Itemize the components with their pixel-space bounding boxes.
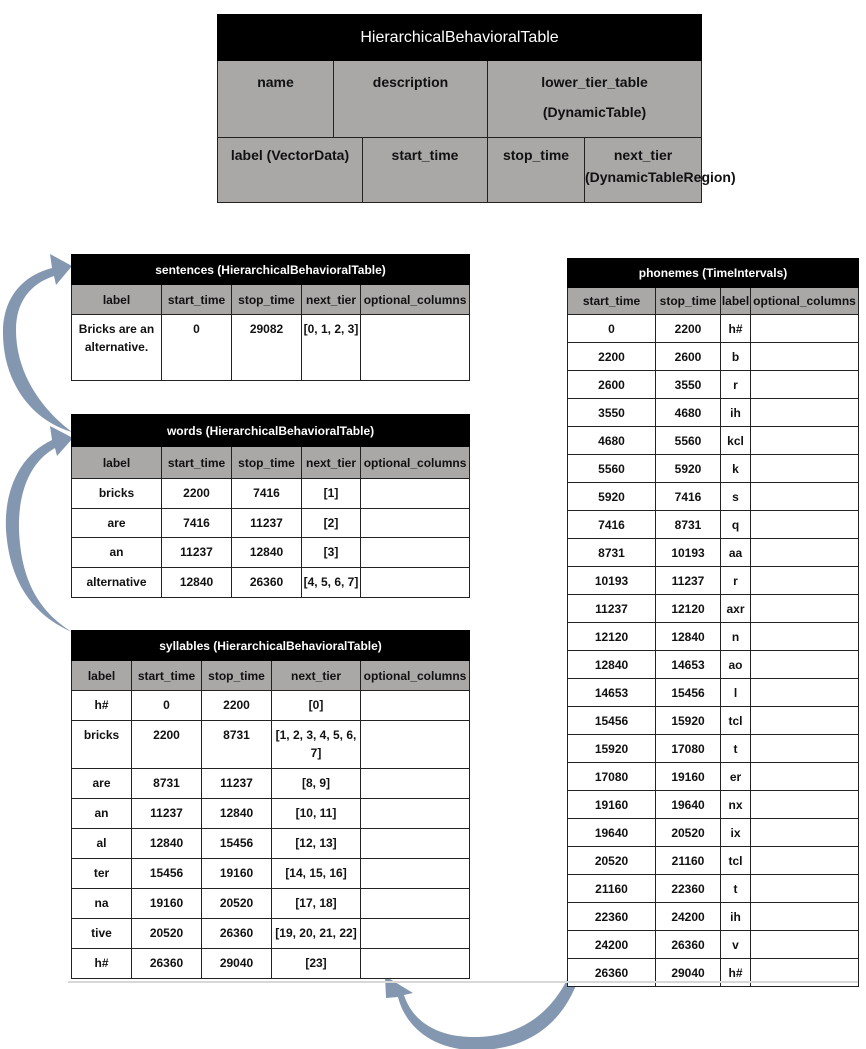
table-cell: 12840 xyxy=(202,799,272,829)
column-header: label xyxy=(72,661,132,691)
column-header: optional_columns xyxy=(361,447,470,479)
table-cell: [14, 15, 16] xyxy=(272,859,361,889)
sentences-title: sentences (HierarchicalBehavioralTable) xyxy=(72,255,470,285)
schema-stop-time: stop_time xyxy=(488,138,585,203)
syllables-header-row xyxy=(72,661,470,691)
table-cell: [17, 18] xyxy=(272,889,361,919)
table-cell xyxy=(751,427,859,455)
table-cell xyxy=(751,567,859,595)
table-cell xyxy=(361,568,470,598)
table-cell xyxy=(751,651,859,679)
table-cell: [4, 5, 6, 7] xyxy=(302,568,361,598)
table-row xyxy=(568,567,859,595)
table-row xyxy=(568,315,859,343)
table-cell: 29040 xyxy=(202,949,272,979)
table-cell: 21160 xyxy=(656,847,721,875)
table-row xyxy=(72,889,470,919)
words-table xyxy=(71,414,470,598)
table-cell: [0, 1, 2, 3] xyxy=(302,315,361,381)
table-cell xyxy=(751,315,859,343)
table-cell: 12840 xyxy=(232,538,302,568)
column-header: start_time xyxy=(162,285,232,315)
table-cell: t xyxy=(721,875,751,903)
column-header: label xyxy=(72,285,162,315)
table-row xyxy=(568,735,859,763)
table-cell: 20520 xyxy=(656,819,721,847)
table-cell: 26360 xyxy=(202,919,272,949)
table-row xyxy=(568,483,859,511)
table-cell: 12120 xyxy=(568,623,656,651)
table-cell: 8731 xyxy=(568,539,656,567)
table-cell: 8731 xyxy=(202,721,272,769)
table-cell xyxy=(361,769,470,799)
table-cell: 11237 xyxy=(132,799,202,829)
table-cell xyxy=(361,721,470,769)
table-cell: bricks xyxy=(72,479,162,509)
table-cell: 2200 xyxy=(656,315,721,343)
words-title: words (HierarchicalBehavioralTable) xyxy=(72,415,470,447)
table-cell: h# xyxy=(72,949,132,979)
table-cell xyxy=(751,455,859,483)
table-cell: 2200 xyxy=(162,479,232,509)
schema-description: description xyxy=(334,61,488,138)
phonemes-header-row xyxy=(568,288,859,315)
table-cell: h# xyxy=(72,691,132,721)
table-cell: 5920 xyxy=(656,455,721,483)
arrow-words-to-sentences xyxy=(3,254,72,432)
table-cell xyxy=(751,847,859,875)
table-cell: bricks xyxy=(72,721,132,769)
table-cell: 19160 xyxy=(202,859,272,889)
table-cell xyxy=(361,949,470,979)
table-cell xyxy=(751,763,859,791)
table-cell: 17080 xyxy=(568,763,656,791)
table-cell: 5560 xyxy=(656,427,721,455)
table-cell xyxy=(751,343,859,371)
table-cell xyxy=(751,707,859,735)
table-cell: ih xyxy=(721,903,751,931)
table-row xyxy=(568,903,859,931)
table-cell: 14653 xyxy=(568,679,656,707)
table-cell xyxy=(361,479,470,509)
table-cell: [8, 9] xyxy=(272,769,361,799)
phonemes-table xyxy=(567,258,859,987)
table-row xyxy=(72,949,470,979)
table-cell: b xyxy=(721,343,751,371)
table-cell: 8731 xyxy=(132,769,202,799)
table-cell: Bricks are an alternative. xyxy=(72,315,162,381)
table-cell: 7416 xyxy=(568,511,656,539)
table-cell: 19160 xyxy=(132,889,202,919)
table-cell: 17080 xyxy=(656,735,721,763)
table-cell: [10, 11] xyxy=(272,799,361,829)
arrow-phonemes-to-syllables xyxy=(385,976,578,1049)
table-cell: 0 xyxy=(132,691,202,721)
table-cell: 5560 xyxy=(568,455,656,483)
table-row xyxy=(568,623,859,651)
table-cell xyxy=(361,509,470,538)
table-cell: 2600 xyxy=(656,343,721,371)
table-row xyxy=(72,568,470,598)
schema-start-time: start_time xyxy=(363,138,488,203)
table-cell: 26360 xyxy=(232,568,302,598)
phonemes-title: phonemes (TimeIntervals) xyxy=(568,259,859,288)
table-cell: [0] xyxy=(272,691,361,721)
table-cell: 12120 xyxy=(656,595,721,623)
table-cell: t xyxy=(721,735,751,763)
table-cell xyxy=(751,595,859,623)
table-cell: r xyxy=(721,371,751,399)
table-cell xyxy=(751,623,859,651)
column-header: stop_time xyxy=(656,288,721,315)
table-cell: 12840 xyxy=(132,829,202,859)
table-cell: 19640 xyxy=(656,791,721,819)
table-cell: 7416 xyxy=(656,483,721,511)
table-cell: 11237 xyxy=(568,595,656,623)
table-cell: 3550 xyxy=(568,399,656,427)
table-cell: an xyxy=(72,538,162,568)
table-cell: q xyxy=(721,511,751,539)
table-cell: r xyxy=(721,567,751,595)
table-cell: 26360 xyxy=(656,931,721,959)
table-cell: 19160 xyxy=(656,763,721,791)
sentences-header-row xyxy=(72,285,470,315)
table-row xyxy=(568,819,859,847)
table-cell: 2200 xyxy=(568,343,656,371)
table-cell: [19, 20, 21, 22] xyxy=(272,919,361,949)
schema-lower-tier-table: lower_tier_table (DynamicTable) xyxy=(488,61,702,138)
schema-table xyxy=(217,14,736,203)
table-cell: 5920 xyxy=(568,483,656,511)
table-cell: 26360 xyxy=(132,949,202,979)
table-row xyxy=(568,455,859,483)
table-cell: 8731 xyxy=(656,511,721,539)
table-cell: 15456 xyxy=(568,707,656,735)
column-header: start_time xyxy=(162,447,232,479)
table-row xyxy=(568,343,859,371)
table-cell: ix xyxy=(721,819,751,847)
table-cell xyxy=(361,691,470,721)
table-cell: 15920 xyxy=(656,707,721,735)
table-row xyxy=(72,691,470,721)
table-cell xyxy=(751,511,859,539)
table-cell xyxy=(751,791,859,819)
table-cell: 29040 xyxy=(656,959,721,987)
table-cell: v xyxy=(721,931,751,959)
schema-title: HierarchicalBehavioralTable xyxy=(218,15,702,61)
table-cell: 11237 xyxy=(232,509,302,538)
table-cell: l xyxy=(721,679,751,707)
table-cell xyxy=(751,483,859,511)
table-cell: tcl xyxy=(721,707,751,735)
table-cell: 4680 xyxy=(568,427,656,455)
table-cell: 24200 xyxy=(568,931,656,959)
table-cell: [1] xyxy=(302,479,361,509)
table-cell: 15456 xyxy=(202,829,272,859)
table-cell: 0 xyxy=(568,315,656,343)
table-cell: ter xyxy=(72,859,132,889)
table-cell xyxy=(751,539,859,567)
table-cell: n xyxy=(721,623,751,651)
table-row xyxy=(568,539,859,567)
column-header: stop_time xyxy=(232,285,302,315)
table-cell: 12840 xyxy=(568,651,656,679)
syllables-title: syllables (HierarchicalBehavioralTable) xyxy=(72,631,470,661)
table-cell: 12840 xyxy=(656,623,721,651)
table-cell xyxy=(361,799,470,829)
table-cell: ih xyxy=(721,399,751,427)
column-header: label xyxy=(721,288,751,315)
table-cell: [3] xyxy=(302,538,361,568)
table-cell: aa xyxy=(721,539,751,567)
table-row xyxy=(72,538,470,568)
table-cell: 19160 xyxy=(568,791,656,819)
table-row xyxy=(568,595,859,623)
table-row xyxy=(72,919,470,949)
table-row xyxy=(72,315,470,381)
column-header: optional_columns xyxy=(361,285,470,315)
table-cell: 29082 xyxy=(232,315,302,381)
table-cell: 19640 xyxy=(568,819,656,847)
column-header: start_time xyxy=(132,661,202,691)
table-cell: axr xyxy=(721,595,751,623)
table-cell: 10193 xyxy=(656,539,721,567)
table-cell: [2] xyxy=(302,509,361,538)
table-cell xyxy=(751,819,859,847)
table-row xyxy=(568,651,859,679)
table-cell: [1, 2, 3, 4, 5, 6, 7] xyxy=(272,721,361,769)
table-cell: 4680 xyxy=(656,399,721,427)
table-row xyxy=(568,875,859,903)
table-cell xyxy=(751,399,859,427)
table-row xyxy=(568,763,859,791)
table-row xyxy=(568,707,859,735)
table-cell: nx xyxy=(721,791,751,819)
table-cell: 14653 xyxy=(656,651,721,679)
table-cell: 10193 xyxy=(568,567,656,595)
table-cell: 22360 xyxy=(568,903,656,931)
table-cell: 20520 xyxy=(132,919,202,949)
table-row xyxy=(72,721,470,769)
table-cell: 2200 xyxy=(132,721,202,769)
arrow-syllables-to-words xyxy=(6,426,73,632)
table-cell: are xyxy=(72,769,132,799)
table-cell xyxy=(361,919,470,949)
table-row xyxy=(568,399,859,427)
schema-next-tier: next_tier (DynamicTableRegion) xyxy=(585,138,702,203)
table-cell: tcl xyxy=(721,847,751,875)
table-cell: [12, 13] xyxy=(272,829,361,859)
table-cell: 7416 xyxy=(232,479,302,509)
table-cell: 24200 xyxy=(656,903,721,931)
table-row xyxy=(72,799,470,829)
words-header-row xyxy=(72,447,470,479)
table-cell: 3550 xyxy=(656,371,721,399)
table-row xyxy=(568,427,859,455)
table-cell: na xyxy=(72,889,132,919)
table-cell: 20520 xyxy=(202,889,272,919)
table-cell xyxy=(751,931,859,959)
table-cell: an xyxy=(72,799,132,829)
table-row xyxy=(568,847,859,875)
table-cell: 11237 xyxy=(202,769,272,799)
column-header: start_time xyxy=(568,288,656,315)
table-cell: 15920 xyxy=(568,735,656,763)
table-row xyxy=(72,829,470,859)
table-cell: 7416 xyxy=(162,509,232,538)
table-cell: 15456 xyxy=(656,679,721,707)
table-cell: [23] xyxy=(272,949,361,979)
column-header: next_tier xyxy=(272,661,361,691)
table-cell: 2600 xyxy=(568,371,656,399)
sentences-table xyxy=(71,254,470,381)
table-row xyxy=(568,931,859,959)
table-cell: ao xyxy=(721,651,751,679)
table-row xyxy=(72,769,470,799)
table-row xyxy=(72,509,470,538)
table-cell: 21160 xyxy=(568,875,656,903)
table-cell: 0 xyxy=(162,315,232,381)
table-cell xyxy=(751,735,859,763)
table-cell: 12840 xyxy=(162,568,232,598)
table-cell xyxy=(751,875,859,903)
table-cell: are xyxy=(72,509,162,538)
table-row xyxy=(72,479,470,509)
table-row xyxy=(568,371,859,399)
column-header: label xyxy=(72,447,162,479)
table-cell xyxy=(751,679,859,707)
table-row xyxy=(568,679,859,707)
table-cell xyxy=(361,538,470,568)
table-cell: alternative xyxy=(72,568,162,598)
syllables-table xyxy=(71,630,470,979)
column-header: optional_columns xyxy=(361,661,470,691)
schema-label: label (VectorData) xyxy=(218,138,363,203)
table-cell xyxy=(361,315,470,381)
column-header: next_tier xyxy=(302,285,361,315)
table-cell xyxy=(361,889,470,919)
schema-name: name xyxy=(218,61,334,138)
table-cell: h# xyxy=(721,315,751,343)
table-cell xyxy=(361,859,470,889)
table-cell: tive xyxy=(72,919,132,949)
table-row xyxy=(568,791,859,819)
table-cell: 15456 xyxy=(132,859,202,889)
column-header: next_tier xyxy=(302,447,361,479)
table-cell: s xyxy=(721,483,751,511)
table-cell: 11237 xyxy=(656,567,721,595)
table-cell: er xyxy=(721,763,751,791)
table-cell: al xyxy=(72,829,132,859)
table-cell xyxy=(751,903,859,931)
table-cell: 26360 xyxy=(568,959,656,987)
table-cell: kcl xyxy=(721,427,751,455)
table-cell xyxy=(751,371,859,399)
table-cell: 22360 xyxy=(656,875,721,903)
table-cell: k xyxy=(721,455,751,483)
column-header: optional_columns xyxy=(751,288,859,315)
table-cell: h# xyxy=(721,959,751,987)
table-cell: 20520 xyxy=(568,847,656,875)
table-cell: 2200 xyxy=(202,691,272,721)
table-cell xyxy=(361,829,470,859)
column-header: stop_time xyxy=(202,661,272,691)
table-row xyxy=(568,511,859,539)
divider-line xyxy=(68,981,858,983)
table-cell: 11237 xyxy=(162,538,232,568)
table-row xyxy=(72,859,470,889)
column-header: stop_time xyxy=(232,447,302,479)
